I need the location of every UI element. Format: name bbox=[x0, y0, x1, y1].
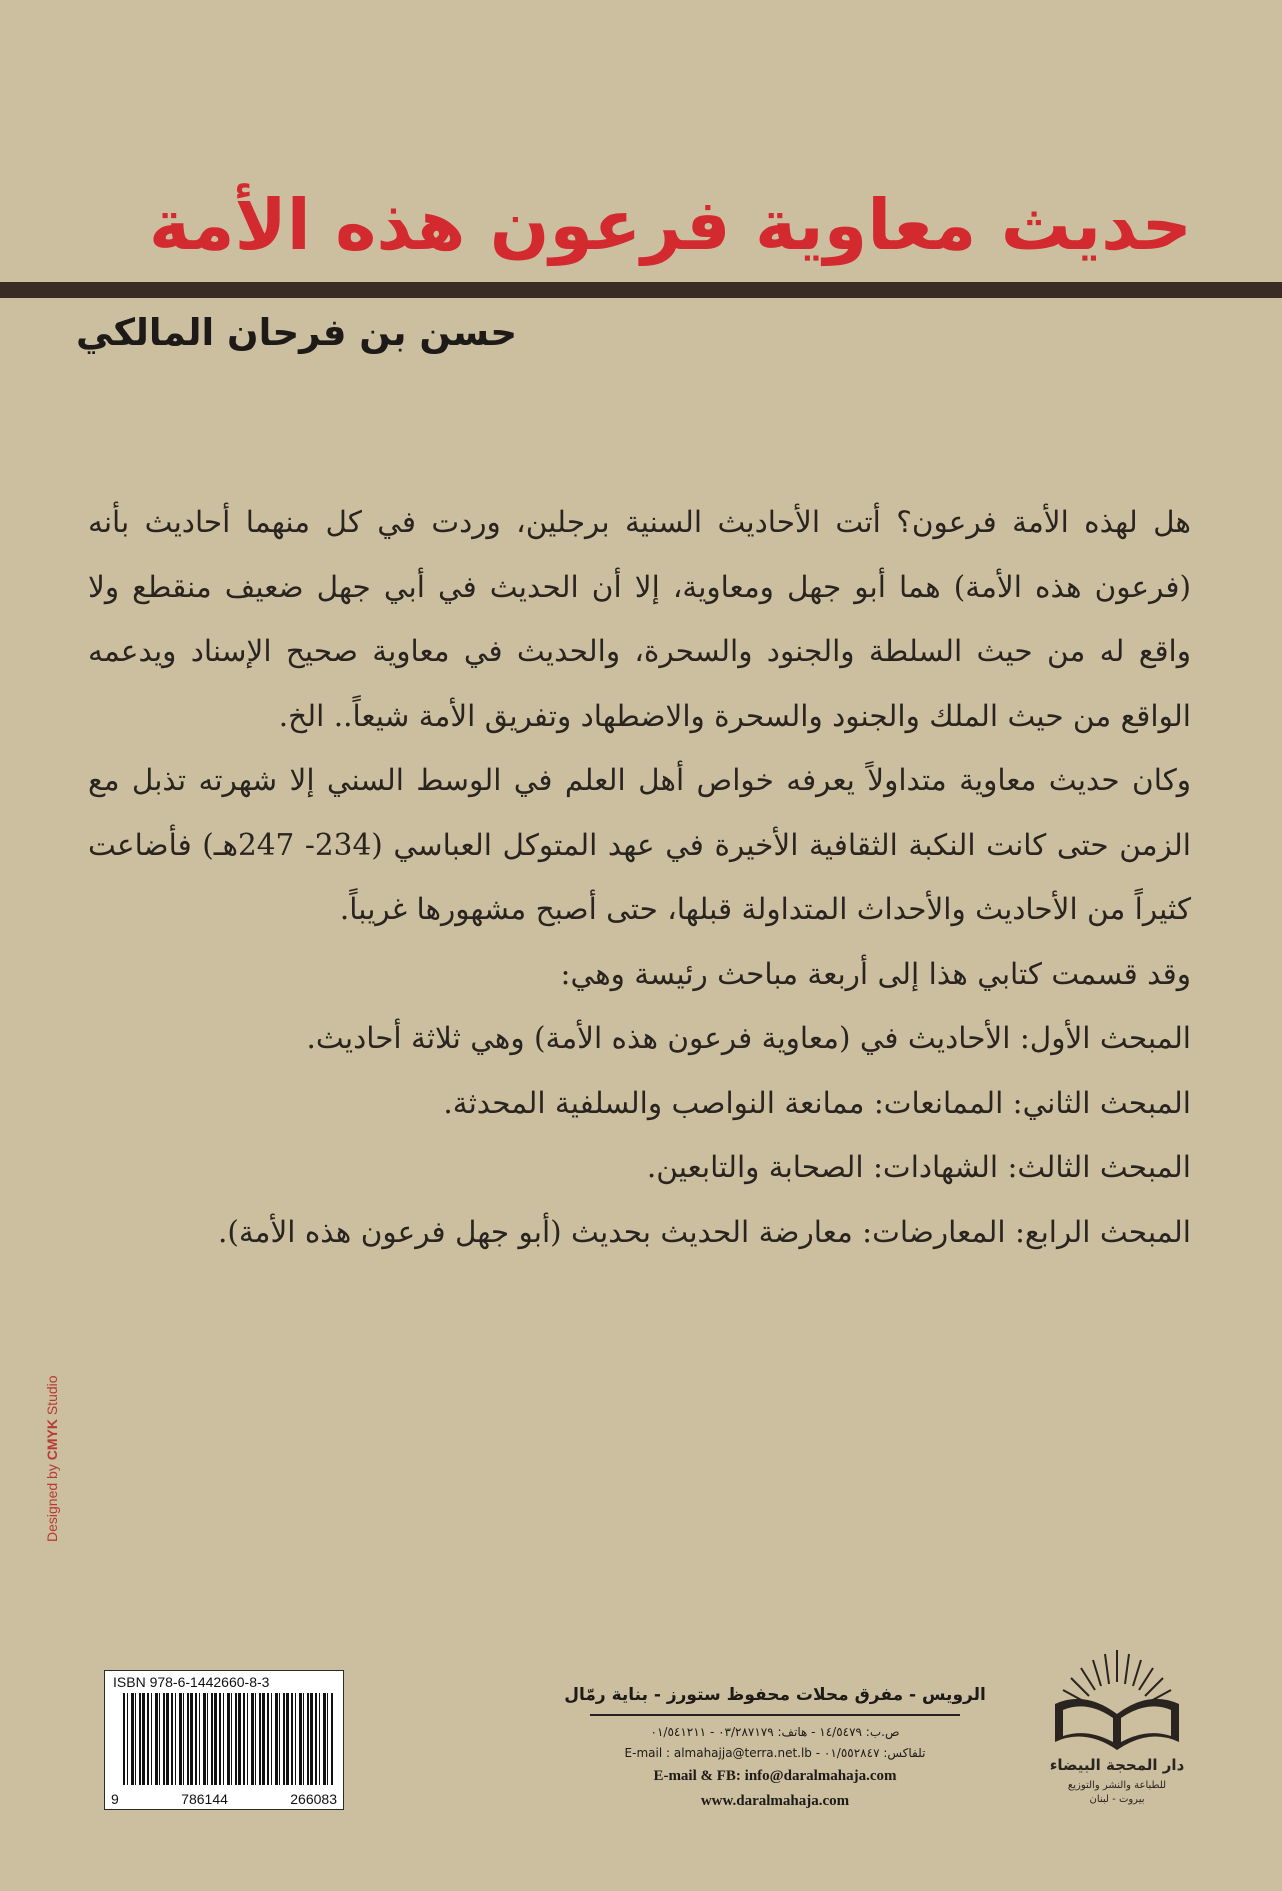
isbn-digit-group: 266083 bbox=[290, 1791, 337, 1807]
publisher-website: www.daralmahaja.com bbox=[700, 1793, 850, 1809]
blurb-paragraph: هل لهذه الأمة فرعون؟ أتت الأحاديث السنية برجلين، وردت في كل منهما أحاديث بأنه (فرعون هذه الأمة) هما أبو جهل ومعاوية، إلا أن الحديث في أبي جهل ضعيف منقطع ولا واقع له من حيث السلطة والجنود والسحرة، والحديث في معاوية صحيح الإسناد ويدعمه الواقع من حيث الملك والجنود والسحرة والاضطهاد وتفريق الأمة شيعاً.. الخ. bbox=[88, 505, 1191, 733]
section-item-3: المبحث الثالث: الشهادات: الصحابة والتابعين. bbox=[646, 1150, 1191, 1184]
section-item-1: المبحث الأول: الأحاديث في (معاوية فرعون هذه الأمة) وهي ثلاثة أحاديث. bbox=[306, 1021, 1191, 1055]
section-item-2: المبحث الثاني: الممانعات: ممانعة النواصب والسلفية المحدثة. bbox=[443, 1085, 1191, 1120]
blurb-text bbox=[88, 490, 1191, 1264]
designer-studio: CMYK bbox=[44, 1419, 60, 1461]
publisher-fax-email: تلفاكس: ٠١/٥٥٢٨٤٧ - E-mail : almahajja@terra.net.lb bbox=[624, 1746, 926, 1760]
publisher-info bbox=[560, 1680, 990, 1814]
barcode-icon bbox=[123, 1693, 333, 1785]
publisher-logo-icon bbox=[1035, 1642, 1200, 1807]
publisher-phone: ص.ب: ١٤/٥٤٧٩ - هاتف: ٠٣/٢٨٧١٧٩ - ٠١/٥٤١٢١١ bbox=[650, 1725, 900, 1739]
designer-prefix: Designed by bbox=[44, 1464, 60, 1542]
isbn-barcode-box bbox=[104, 1670, 344, 1810]
designer-suffix: Studio bbox=[44, 1375, 60, 1416]
isbn-digit-group: 9 bbox=[111, 1791, 119, 1807]
section-item-4: المبحث الرابع: المعارضات: معارضة الحديث بحديث (أبو جهل فرعون هذه الأمة). bbox=[217, 1214, 1191, 1249]
title-divider bbox=[0, 282, 1282, 298]
isbn-digits bbox=[109, 1791, 339, 1807]
book-title: حديث معاوية فرعون هذه الأمة bbox=[148, 184, 1192, 266]
publisher-email-fb: E-mail & FB: info@daralmahaja.com bbox=[653, 1768, 897, 1784]
logo-city: بيروت - لبنان bbox=[1089, 1794, 1145, 1805]
author-name: حسن بن فرحان المالكي bbox=[76, 311, 517, 354]
logo-name: دار المحجة البيضاء bbox=[1049, 1756, 1185, 1774]
publisher-divider bbox=[590, 1714, 960, 1716]
isbn-label: ISBN 978-6-1442660-8-3 bbox=[113, 1674, 270, 1690]
logo-tagline: للطباعة والنشر والتوزيع bbox=[1067, 1780, 1167, 1791]
designer-credit bbox=[44, 1375, 60, 1542]
isbn-digit-group: 786144 bbox=[181, 1791, 228, 1807]
blurb-paragraph: وقد قسمت كتابي هذا إلى أربعة مباحث رئيسة وهي: bbox=[560, 956, 1191, 991]
blurb-paragraph: وكان حديث معاوية متداولاً يعرفه خواص أهل العلم في الوسط السني إلا شهرته تذبل مع الزمن حتى كانت النكبة الثقافية الأخيرة في عهد المتوكل العباسي (234- 247هـ) فأضاعت كثيراً من الأحاديث والأحداث المتداولة قبلها، حتى أصبح مشهورها غريباً. bbox=[88, 763, 1191, 926]
publisher-address: الرويس - مفرق محلات محفوظ ستورز - بناية رمّال bbox=[564, 1685, 986, 1705]
